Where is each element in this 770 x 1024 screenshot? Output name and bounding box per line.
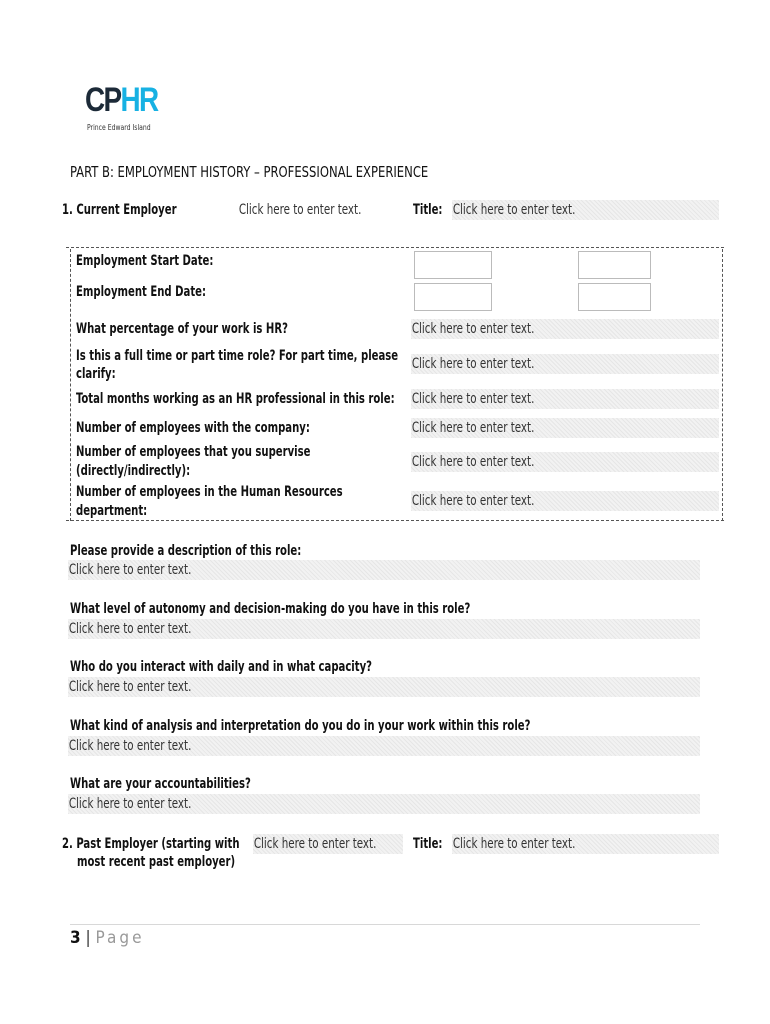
end-date-label: Employment End Date: xyxy=(76,284,207,300)
page-number xyxy=(70,928,145,948)
autonomy-question: What level of autonomy and decision-making do you have in this role? xyxy=(70,601,471,617)
footer-divider xyxy=(70,924,700,925)
page-word: Page xyxy=(95,928,145,948)
current-title-field[interactable]: Click here to enter text. xyxy=(452,200,719,220)
current-employer-field[interactable]: Click here to enter text. xyxy=(238,202,362,218)
hr-dept-label-line2: department: xyxy=(76,503,148,519)
logo-hr-text: HR xyxy=(120,81,158,119)
past-title-field[interactable]: Click here to enter text. xyxy=(452,834,719,854)
end-date-box-1[interactable] xyxy=(414,283,492,311)
role-type-field[interactable]: Click here to enter text. xyxy=(411,354,719,374)
start-date-box-2[interactable] xyxy=(578,251,651,279)
past-employer-field[interactable]: Click here to enter text. xyxy=(253,834,403,854)
months-hr-label: Total months working as an HR professional in this role: xyxy=(76,391,395,407)
analysis-field[interactable]: Click here to enter text. xyxy=(68,736,700,756)
company-employees-field[interactable]: Click here to enter text. xyxy=(411,418,719,438)
logo-cp-text: CP xyxy=(85,81,121,119)
description-field[interactable]: Click here to enter text. xyxy=(68,560,700,580)
supervised-label-line1: Number of employees that you supervise xyxy=(76,444,311,460)
supervised-field[interactable]: Click here to enter text. xyxy=(411,452,719,472)
interaction-question: Who do you interact with daily and in what capacity? xyxy=(70,659,372,675)
hr-percentage-field[interactable]: Click here to enter text. xyxy=(411,319,719,339)
interaction-field[interactable]: Click here to enter text. xyxy=(68,677,700,697)
hr-dept-field[interactable]: Click here to enter text. xyxy=(411,491,719,511)
accountabilities-field[interactable]: Click here to enter text. xyxy=(68,794,700,814)
logo-subtitle: Prince Edward Island xyxy=(87,123,151,132)
end-date-box-2[interactable] xyxy=(578,283,651,311)
frame-bottom-border xyxy=(66,520,724,521)
frame-top-border xyxy=(66,247,724,248)
hr-dept-label-line1: Number of employees in the Human Resources xyxy=(76,484,343,500)
supervised-label-line2: (directly/indirectly): xyxy=(76,463,191,479)
past-employer-label-line2: most recent past employer) xyxy=(77,854,236,870)
past-employer-label-line1: 2. Past Employer (starting with xyxy=(62,836,240,852)
autonomy-field[interactable]: Click here to enter text. xyxy=(68,619,700,639)
page-number-value: 3 xyxy=(70,928,81,948)
frame-left-border xyxy=(70,249,71,521)
current-employer-label: 1. Current Employer xyxy=(62,202,177,218)
section-heading: PART B: EMPLOYMENT HISTORY – PROFESSIONAL EXPERIENCE xyxy=(70,163,429,181)
months-hr-field[interactable]: Click here to enter text. xyxy=(411,389,719,409)
cphr-logo xyxy=(85,83,157,117)
start-date-box-1[interactable] xyxy=(414,251,492,279)
hr-percentage-label: What percentage of your work is HR? xyxy=(76,321,288,337)
frame-right-border xyxy=(722,249,723,521)
role-type-label-line2: clarify: xyxy=(76,366,116,382)
page-separator: | xyxy=(85,928,91,948)
start-date-label: Employment Start Date: xyxy=(76,253,214,269)
description-question: Please provide a description of this role: xyxy=(70,543,302,559)
analysis-question: What kind of analysis and interpretation do you do in your work within this role? xyxy=(70,718,531,734)
current-title-label: Title: xyxy=(413,202,443,218)
accountabilities-question: What are your accountabilities? xyxy=(70,776,251,792)
company-employees-label: Number of employees with the company: xyxy=(76,420,310,436)
past-title-label: Title: xyxy=(413,836,443,852)
role-type-label-line1: Is this a full time or part time role? For part time, please xyxy=(76,348,399,364)
